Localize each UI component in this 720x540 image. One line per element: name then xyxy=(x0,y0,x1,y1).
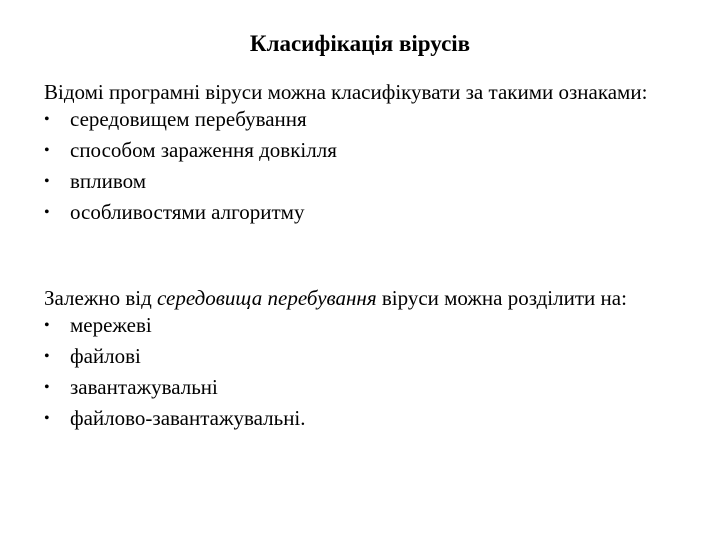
bullet-icon: • xyxy=(44,348,50,365)
list-item-label: особливостями алгоритму xyxy=(70,200,305,224)
list-item xyxy=(44,372,712,403)
classification-intro: Відомі програмні віруси можна класифікувати за такими ознаками: xyxy=(44,80,648,104)
intro-text-before: Залежно від xyxy=(44,286,158,310)
bullet-icon: • xyxy=(44,379,50,396)
intro-emphasis: середовища перебування xyxy=(157,286,377,310)
bullet-icon: • xyxy=(44,142,50,159)
slide-title: Класифікація вірусів xyxy=(249,31,471,56)
bullet-icon: • xyxy=(44,111,50,128)
environment-section xyxy=(44,286,712,434)
list-item xyxy=(44,310,712,341)
list-item-label: середовищем перебування xyxy=(70,107,307,131)
bullet-icon: • xyxy=(44,410,50,427)
bullet-icon: • xyxy=(44,204,50,221)
list-item xyxy=(44,166,712,197)
bullet-icon: • xyxy=(44,317,50,334)
environment-list xyxy=(44,310,712,434)
list-item-label: мережеві xyxy=(70,313,152,337)
list-item xyxy=(44,135,712,166)
list-item xyxy=(44,341,712,372)
list-item-label: файлово-завантажувальні. xyxy=(70,406,306,430)
list-item xyxy=(44,197,712,228)
list-item-label: впливом xyxy=(70,169,147,193)
list-item xyxy=(44,104,712,135)
list-item-label: файлові xyxy=(70,344,141,368)
list-item xyxy=(44,403,712,434)
intro-text-after: віруси можна розділити на: xyxy=(376,286,627,310)
list-item-label: способом зараження довкілля xyxy=(70,138,337,162)
bullet-icon: • xyxy=(44,173,50,190)
list-item-label: завантажувальні xyxy=(70,375,218,399)
classification-list xyxy=(44,104,712,228)
environment-intro xyxy=(44,286,712,310)
classification-section xyxy=(44,80,712,228)
